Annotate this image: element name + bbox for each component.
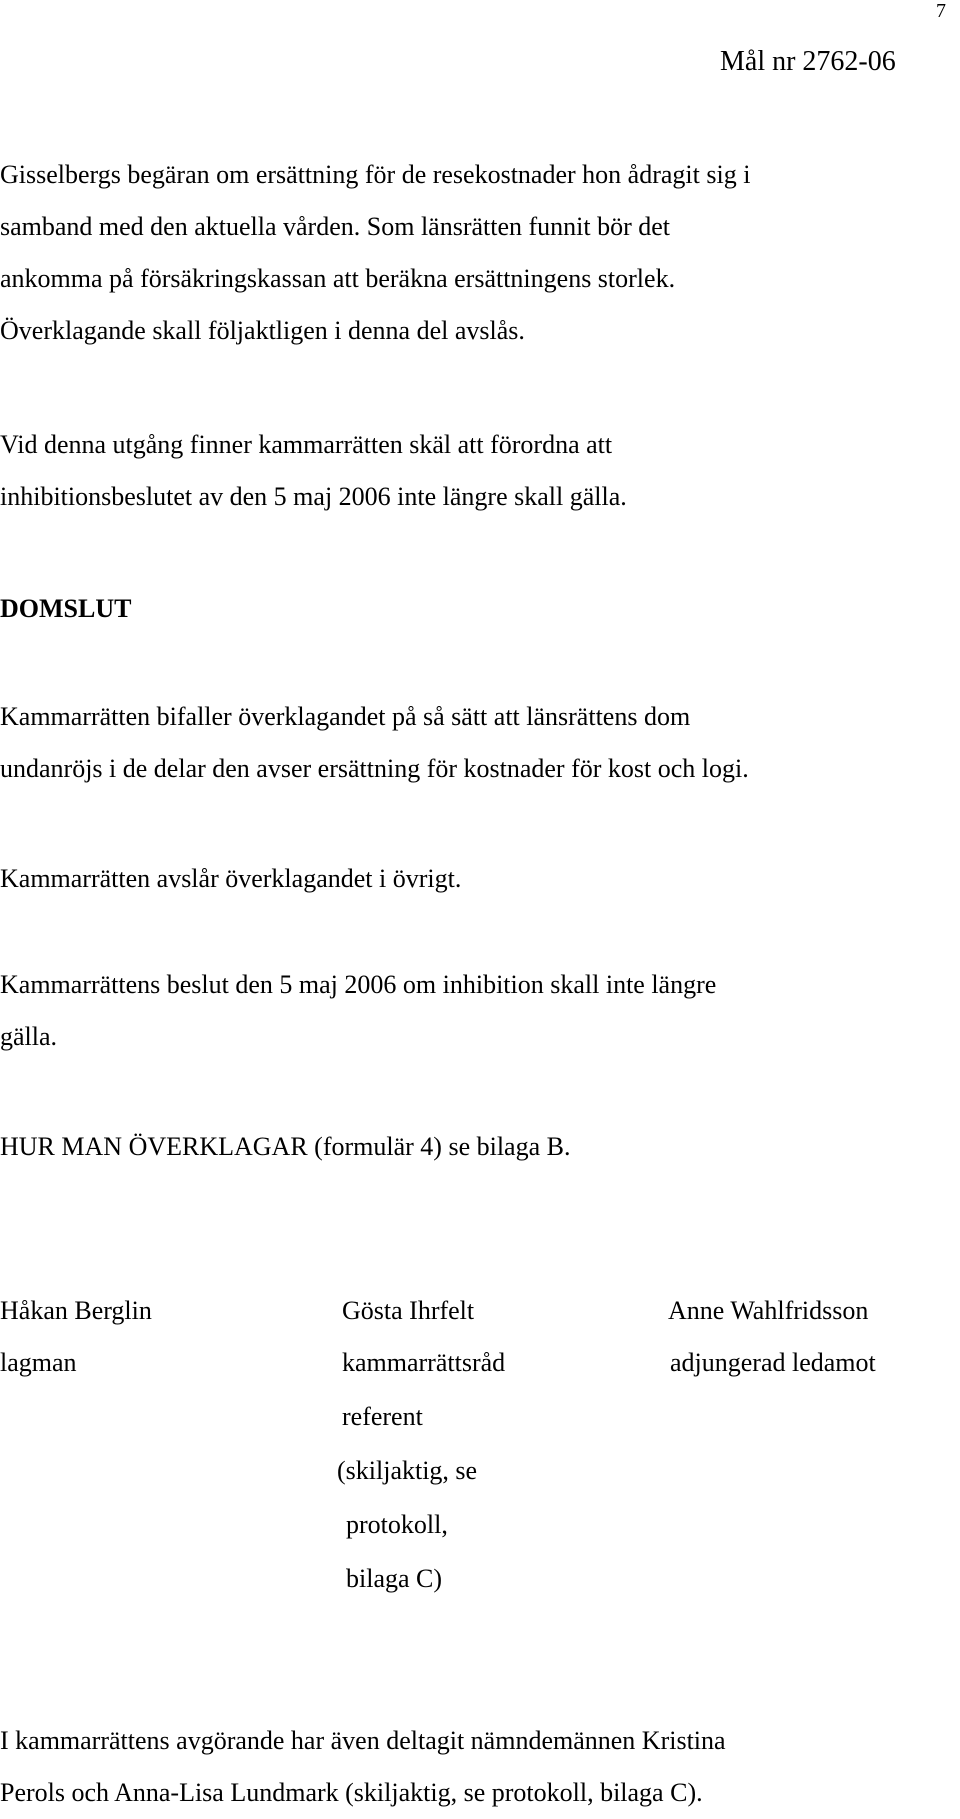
signer-name: Håkan Berglin: [0, 1296, 152, 1325]
signer-note: bilaga C): [346, 1564, 443, 1593]
paragraph-line: Kammarrättens beslut den 5 maj 2006 om inhibition skall inte längre: [0, 970, 717, 999]
page-number: 7: [936, 0, 946, 22]
paragraph-line: inhibitionsbeslutet av den 5 maj 2006 inte längre skall gälla.: [0, 482, 627, 511]
paragraph-line: Kammarrätten bifaller överklagandet på så sätt att länsrättens dom: [0, 702, 691, 731]
paragraph-line: Vid denna utgång finner kammarrätten skäl att förordna att: [0, 430, 613, 459]
paragraph-line: Överklagande skall följaktligen i denna del avslås.: [0, 316, 525, 345]
paragraph-4: Kammarrätten avslår överklagandet i övrigt.: [0, 864, 462, 893]
paragraph-line: Gisselbergs begäran om ersättning för de resekostnader hon ådragit sig i: [0, 160, 751, 189]
signer-note: protokoll,: [346, 1510, 448, 1539]
section-heading: DOMSLUT: [0, 594, 132, 623]
signer-title: kammarrättsråd: [342, 1348, 506, 1377]
paragraph-line: I kammarrättens avgörande har även deltagit nämndemännen Kristina: [0, 1726, 726, 1755]
signer-role: referent: [342, 1402, 423, 1431]
paragraph-line: undanröjs i de delar den avser ersättning för kostnader för kost och logi.: [0, 754, 749, 783]
signer-note: (skiljaktig, se: [337, 1456, 478, 1485]
paragraph-6: HUR MAN ÖVERKLAGAR (formulär 4) se bilaga B.: [0, 1132, 571, 1161]
case-number: Mål nr 2762-06: [720, 46, 896, 77]
signer-name: Gösta Ihrfelt: [342, 1296, 475, 1325]
signer-name: Anne Wahlfridsson: [668, 1296, 869, 1325]
paragraph-line: gälla.: [0, 1022, 58, 1051]
paragraph-line: ankomma på försäkringskassan att beräkna ersättningens storlek.: [0, 264, 676, 293]
signer-title: adjungerad ledamot: [670, 1348, 876, 1377]
paragraph-line: samband med den aktuella vården. Som länsrätten funnit bör det: [0, 212, 671, 241]
signer-title: lagman: [0, 1348, 77, 1377]
paragraph-line: Perols och Anna-Lisa Lundmark (skiljaktig, se protokoll, bilaga C).: [0, 1778, 703, 1807]
